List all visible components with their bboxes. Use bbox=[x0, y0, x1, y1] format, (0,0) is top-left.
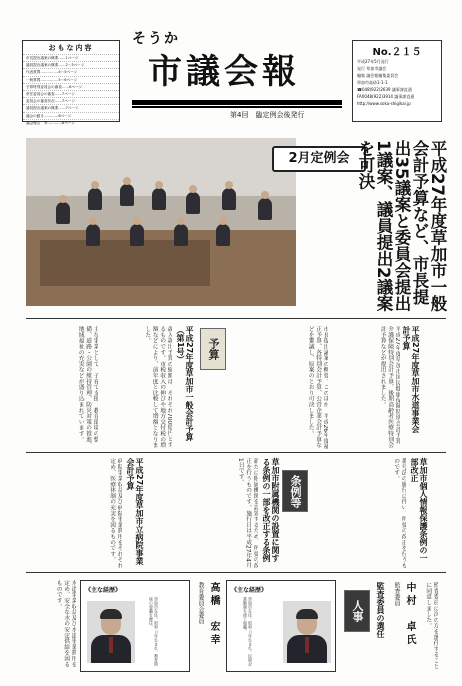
bottom-left-text: 水道事業収益及び水道事業費用を定め、安全な水の安定供給を図るものです。 bbox=[55, 580, 76, 667]
pub-row: FAX048(922)3914 議事課直通 bbox=[357, 94, 415, 99]
budget-text: 歳入歳出予算の総額は、それぞれ700億円とするものです。市税収入の伸びや地方交付税の増額などにより、前年度と比較して増額となりました。 bbox=[143, 326, 172, 448]
personnel-badge: 人事 bbox=[344, 590, 370, 632]
ordinance-text: 新たに附属機関を設置するため、所要の改正を行うものです。施行日は平成27年4月1日です。 bbox=[237, 458, 258, 569]
main-headline: 平成27年度草加市一般会計予算など、市長提出35議案と委員会提出1議案、議員提出2議案を可決 bbox=[356, 140, 447, 312]
lower-left-text: 病院事業収益及び病院事業費用をそれぞれ定め、医療体制の充実を図るものです。 bbox=[108, 458, 122, 569]
water-heading: 草加市個人情報保護条例の一部改正 bbox=[410, 458, 428, 562]
publication-info bbox=[352, 40, 442, 122]
profile-role: 教育委員会委員 bbox=[197, 582, 204, 624]
toc-row[interactable]: 委員会の審査状況……7ページ bbox=[23, 97, 119, 104]
toc-row[interactable]: 常任委員会の審査……7ページ bbox=[23, 90, 119, 97]
toc-row[interactable]: 議会の動き…………8ページ bbox=[23, 112, 119, 119]
middle-text: 市長提出議案の概要。このほか、平成26年度補正予算、各特別会計予算、公営企業会計予算などを審議し、原案のとおり可決しました。 bbox=[307, 326, 328, 450]
profile-bio: 草加市在住。昭和○年生まれ。教育関係の要職を歴任。 bbox=[149, 597, 159, 666]
title-underline-thin bbox=[132, 106, 342, 108]
divider bbox=[26, 318, 446, 319]
pub-row: ☎048(922)2639 議事課直通 bbox=[357, 87, 412, 92]
toc-row[interactable]: 議員提出議案の概要……7ページ bbox=[23, 104, 119, 111]
personnel-heading: 監査委員の選任 bbox=[376, 582, 385, 638]
session-label: 2月定例会 bbox=[272, 146, 366, 172]
issue-line: 第4回 臨定例会後発行 bbox=[230, 111, 305, 119]
budget-text-2: 主な事業として、子育て支援、教育環境の整備、道路・公園の維持管理、防災対策の推進、地域福祉の充実などが盛り込まれています。 bbox=[77, 326, 98, 448]
ordinance-heading: 草加市附属機関の設置に関する条例の一部を改正する条例 bbox=[262, 458, 280, 562]
right-text: 平成27年度草加市国民健康保険特別会計予算、介護保険特別会計予算、後期高齢者医療特別会計予算などが提出されました。 bbox=[379, 326, 400, 450]
toc-row[interactable]: 予算特別委員会の審査……6ページ bbox=[23, 83, 119, 90]
portrait-audit bbox=[283, 601, 331, 663]
ordinance-badge: 条例等 bbox=[282, 470, 308, 512]
toc-title: おもな内容 bbox=[48, 44, 94, 52]
profile-name: 高橋 宏幸 bbox=[208, 582, 219, 647]
pub-row: 発行 草加市議会 bbox=[357, 66, 387, 71]
toc-row[interactable]: 一般質問……………5～6ページ bbox=[23, 76, 119, 83]
pub-row: 草加市高砂1-1-1 bbox=[357, 80, 388, 85]
right-heading: 平成27年度草加市水道事業会計予算 bbox=[402, 326, 420, 434]
personnel-text: 監査委員に次の方を選任することに同意しました。 bbox=[424, 582, 438, 669]
table-of-contents bbox=[22, 40, 120, 125]
profile-bio: 草加市在住。昭和○年生まれ。民間企業勤務を経て現職。 bbox=[243, 597, 253, 666]
issue-number: No.２１５ bbox=[372, 47, 422, 58]
toc-row[interactable]: 市長提出議案の概要……1ページ bbox=[23, 54, 119, 61]
profile-tag: 《主な経歴》 bbox=[231, 587, 268, 594]
pub-row: 平成27年5月発行 bbox=[357, 59, 389, 64]
toc-row[interactable]: 議員提出議案の概要……2～3ページ bbox=[23, 61, 119, 68]
pub-url[interactable]: http://www.soka-shigikai.jp bbox=[357, 101, 411, 106]
profile-name: 中村 卓氏 bbox=[404, 582, 415, 647]
budget-heading: 平成27年度草加市一般会計予算（第1号） bbox=[176, 326, 194, 442]
profile-tag: 《主な経歴》 bbox=[85, 587, 122, 594]
brand-subtitle: そうか bbox=[132, 31, 180, 47]
portrait-education bbox=[87, 601, 135, 663]
pub-row: 編集 議会報編集委員会 bbox=[357, 73, 399, 78]
brand-title: 市議会報 bbox=[148, 52, 300, 92]
toc-row[interactable]: 代表質問……………4～5ページ bbox=[23, 68, 119, 75]
title-underline bbox=[132, 100, 342, 105]
profile-card-audit bbox=[226, 580, 336, 672]
hospital-heading: 平成27年度草加市立病院事業会計予算 bbox=[126, 458, 144, 566]
profile-role: 監査委員 bbox=[393, 582, 400, 606]
profile-card-education bbox=[80, 580, 190, 672]
toc-row[interactable]: 議会報告 等…………8ページ bbox=[23, 119, 119, 126]
budget-badge: 予算 bbox=[200, 328, 226, 370]
divider bbox=[26, 452, 446, 453]
divider bbox=[26, 572, 446, 573]
assembly-photo bbox=[26, 138, 296, 306]
water-text: 番号法の施行に伴い、所要の改正を行うものです。 bbox=[392, 458, 406, 569]
